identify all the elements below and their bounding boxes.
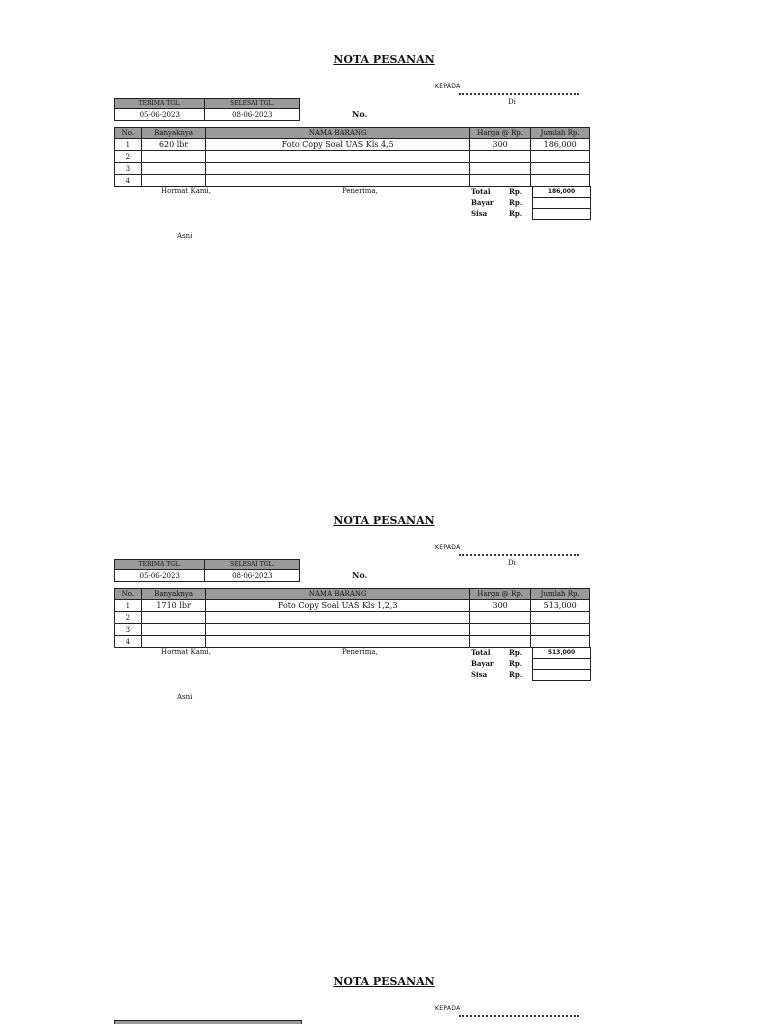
nota-number-label: No. <box>352 570 368 580</box>
row-no: 1 <box>115 600 142 612</box>
row-name: Foto Copy Soal UAS Kls 1,2,3 <box>206 600 470 612</box>
items-header-row <box>115 128 590 139</box>
summary-bayar-row <box>471 658 590 669</box>
row-name <box>206 151 470 163</box>
row-no: 4 <box>115 175 142 187</box>
row-name <box>206 163 470 175</box>
row-price <box>469 612 530 624</box>
summary-total-row <box>471 647 590 658</box>
table-row <box>115 612 590 624</box>
signer-name: Asni <box>177 693 193 701</box>
selesai-header: SELESAI TGL. <box>205 560 300 570</box>
kepada-label: KEPADA <box>435 1005 461 1012</box>
row-price: 300 <box>469 600 530 612</box>
rp-label: Rp. <box>509 648 523 657</box>
terima-header: TERIMA TGL. <box>115 99 205 109</box>
row-no: 4 <box>115 636 142 648</box>
rp-label: Rp. <box>509 187 523 196</box>
total-label: Total <box>471 648 491 657</box>
rp-label: Rp. <box>509 670 523 679</box>
di-label: Di <box>508 98 516 106</box>
sisa-value <box>532 669 591 681</box>
row-qty: 620 lbr <box>141 139 206 151</box>
col-nama-barang: NAMA BARANG <box>206 589 470 600</box>
row-qty: 1710 lbr <box>141 600 206 612</box>
items-table <box>114 127 590 187</box>
row-name: Foto Copy Soal UAS Kls 4,5 <box>206 139 470 151</box>
row-no: 1 <box>115 139 142 151</box>
row-name <box>206 636 470 648</box>
dates-table <box>114 559 300 582</box>
row-total: 513,000 <box>531 600 590 612</box>
summary-total-row <box>471 186 590 197</box>
nota-title: NOTA PESANAN <box>333 975 435 988</box>
rp-label: Rp. <box>509 209 523 218</box>
recipient-dotted-line <box>459 554 579 556</box>
row-total <box>531 624 590 636</box>
dates-table-partial <box>114 1020 302 1024</box>
summary-sisa-row <box>471 208 590 219</box>
nota-pesanan-3 <box>0 922 768 1024</box>
col-harga: Harga @ Rp. <box>469 589 530 600</box>
kepada-label: KEPADA <box>435 544 461 551</box>
sisa-label: Sisa <box>471 670 488 679</box>
row-total <box>531 175 590 187</box>
selesai-date: 08-06-2023 <box>205 109 300 121</box>
nota-title: NOTA PESANAN <box>333 53 435 66</box>
terima-date: 05-06-2023 <box>115 109 205 121</box>
row-no: 3 <box>115 624 142 636</box>
total-value: 186,000 <box>532 186 591 198</box>
nota-title: NOTA PESANAN <box>333 514 435 527</box>
row-total <box>531 636 590 648</box>
row-price <box>469 151 530 163</box>
row-qty <box>141 163 206 175</box>
row-no: 2 <box>115 151 142 163</box>
penerima-label: Penerima, <box>342 648 378 656</box>
recipient-dotted-line <box>459 1015 579 1017</box>
col-jumlah: Jumlah Rp. <box>531 128 590 139</box>
table-row <box>115 151 590 163</box>
rp-label: Rp. <box>509 198 523 207</box>
signer-name: Asni <box>177 232 193 240</box>
row-price: 300 <box>469 139 530 151</box>
items-header-row <box>115 589 590 600</box>
col-jumlah: Jumlah Rp. <box>531 589 590 600</box>
col-no: No. <box>115 128 142 139</box>
row-no: 3 <box>115 163 142 175</box>
nota-pesanan-2 <box>0 461 768 921</box>
sisa-value <box>532 208 591 220</box>
selesai-date: 08-06-2023 <box>205 570 300 582</box>
row-qty <box>141 636 206 648</box>
rp-label: Rp. <box>509 659 523 668</box>
summary-block <box>471 186 590 219</box>
row-name <box>206 612 470 624</box>
table-row <box>115 636 590 648</box>
nota-number-label: No. <box>352 109 368 119</box>
hormat-kami-label: Hormat Kami, <box>161 648 212 656</box>
row-name <box>206 624 470 636</box>
col-harga: Harga @ Rp. <box>469 128 530 139</box>
terima-header: TERIMA TGL. <box>115 560 205 570</box>
row-qty <box>141 151 206 163</box>
sisa-label: Sisa <box>471 209 488 218</box>
table-row <box>115 175 590 187</box>
col-banyaknya: Banyaknya <box>141 128 206 139</box>
total-value: 513,000 <box>532 647 591 659</box>
col-nama-barang: NAMA BARANG <box>206 128 470 139</box>
table-row <box>115 139 590 151</box>
row-price <box>469 163 530 175</box>
bayar-label: Bayar <box>471 198 494 207</box>
di-label: Di <box>508 559 516 567</box>
summary-bayar-row <box>471 197 590 208</box>
row-qty <box>141 175 206 187</box>
row-total: 186,000 <box>531 139 590 151</box>
row-price <box>469 636 530 648</box>
selesai-header: SELESAI TGL. <box>205 99 300 109</box>
total-label: Total <box>471 187 491 196</box>
row-qty <box>141 624 206 636</box>
row-price <box>469 175 530 187</box>
row-name <box>206 175 470 187</box>
table-row <box>115 624 590 636</box>
row-total <box>531 151 590 163</box>
row-total <box>531 163 590 175</box>
terima-date: 05-06-2023 <box>115 570 205 582</box>
table-row <box>115 163 590 175</box>
items-table <box>114 588 590 648</box>
nota-pesanan-1 <box>0 0 768 460</box>
dates-table <box>114 98 300 121</box>
summary-block <box>471 647 590 680</box>
penerima-label: Penerima, <box>342 187 378 195</box>
bayar-label: Bayar <box>471 659 494 668</box>
row-total <box>531 612 590 624</box>
row-price <box>469 624 530 636</box>
row-qty <box>141 612 206 624</box>
hormat-kami-label: Hormat Kami, <box>161 187 212 195</box>
kepada-label: KEPADA <box>435 83 461 90</box>
summary-sisa-row <box>471 669 590 680</box>
row-no: 2 <box>115 612 142 624</box>
col-no: No. <box>115 589 142 600</box>
table-row <box>115 600 590 612</box>
col-banyaknya: Banyaknya <box>141 589 206 600</box>
recipient-dotted-line <box>459 93 579 95</box>
